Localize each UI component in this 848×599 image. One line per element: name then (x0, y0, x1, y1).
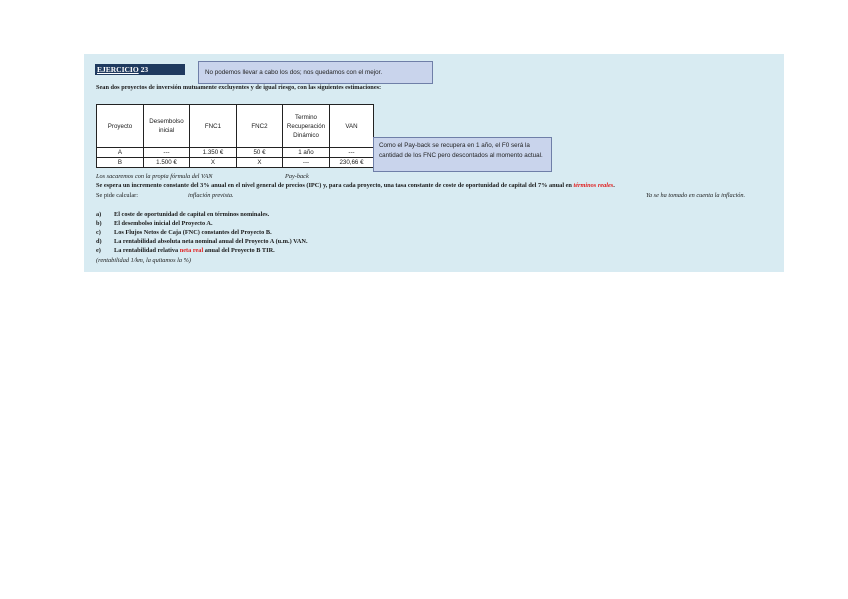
header-fnc2: FNC2 (237, 105, 283, 148)
cell: 50 € (237, 148, 283, 158)
exercise-number: 23 (140, 65, 149, 74)
list-item (96, 238, 308, 245)
cell: X (190, 158, 237, 168)
cell: --- (330, 148, 374, 158)
cell: --- (283, 158, 330, 168)
expectation-end: . (613, 182, 615, 189)
cell: X (237, 158, 283, 168)
cell: 1 año (283, 148, 330, 158)
list-letter: d) (96, 238, 102, 245)
header-van: VAN (330, 105, 374, 148)
list-text: La rentabilidad absoluta neta nominal anual del Proyecto A (u.m.) VAN. (114, 238, 308, 245)
header-desembolso: Desembolso inicial (144, 105, 190, 148)
cell: 1.500 € (144, 158, 190, 168)
list-text: El coste de oportunidad de capital en términos nominales. (114, 211, 270, 218)
inflation-hint: inflación prevista. (188, 192, 234, 199)
list-text-red: neta real (179, 247, 204, 254)
table-header-row (97, 105, 374, 148)
header-fnc1: FNC1 (190, 105, 237, 148)
expectation-main: Se espera un incremento constante del 3% anual en el nivel general de precios (IPC) y, para cada proyecto, una tasa constante de coste de oportunidad de capital del 7% anual en (96, 182, 572, 189)
footnote: (rentabilidad 1/km, la quitamos la %) (96, 257, 191, 264)
list-item (96, 211, 269, 218)
list-letter: e) (96, 247, 101, 254)
header-termino: Termino Recuperación Dinámico (283, 105, 330, 148)
list-letter: c) (96, 229, 101, 236)
header-proyecto: Proyecto (97, 105, 144, 148)
cell: B (97, 158, 144, 168)
note-payback: Como el Pay-back se recupera en 1 año, el F0 será la cantidad de los FNC pero descontados al momento actual. (373, 137, 552, 172)
cell: 230,66 € (330, 158, 374, 168)
list-text: La rentabilidad relativa (114, 247, 179, 254)
van-formula-note: Los sacaremos con la propia fórmula del VAN (96, 173, 213, 180)
projects-table (96, 104, 374, 168)
note-top: No podemos llevar a cabo los dos; nos quedamos con el mejor. (198, 61, 433, 84)
list-letter: b) (96, 220, 102, 227)
list-letter: a) (96, 211, 102, 218)
exercise-title (95, 64, 185, 75)
payback-note: Pay-back (285, 173, 309, 180)
expectation-text (96, 182, 615, 189)
inflation-note: Ya se ha tomado en cuenta la inflación. (646, 192, 746, 199)
cell: A (97, 148, 144, 158)
table-row (97, 158, 374, 168)
exercise-label: EJERCICIO (97, 65, 139, 74)
intro-text: Sean dos proyectos de inversión mutuamente excluyentes y de igual riesgo, con las siguientes estimaciones: (96, 84, 382, 91)
list-item (96, 247, 275, 254)
cell: 1.350 € (190, 148, 237, 158)
calc-label: Se pide calcular: (96, 192, 138, 199)
expectation-real-terms: términos reales (573, 182, 614, 189)
list-text: Los Flujos Netos de Caja (FNC) constantes del Proyecto B. (114, 229, 272, 236)
list-text: El desembolso inicial del Proyecto A. (114, 220, 213, 227)
table-row (97, 148, 374, 158)
cell: --- (144, 148, 190, 158)
list-text: anual del Proyecto B TIR. (204, 247, 275, 254)
list-item (96, 229, 272, 236)
list-item (96, 220, 213, 227)
